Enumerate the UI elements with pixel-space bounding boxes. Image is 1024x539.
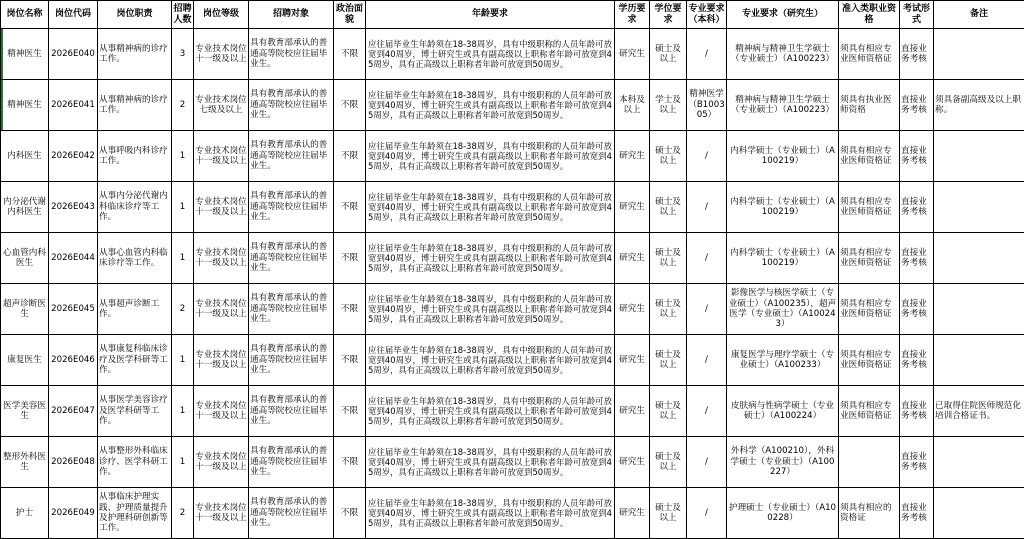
- cell-political: 不限: [334, 284, 366, 335]
- cell-level: 专业技术岗位十一级及以上: [194, 182, 249, 233]
- cell-certificate: 须具有相应专业医师资格证: [839, 182, 900, 233]
- cell-level: 专业技术岗位十一级及以上: [194, 233, 249, 284]
- table-row: [1, 80, 1024, 131]
- cell-target: 具有教育部承认的普通高等院校应往届毕业生。: [249, 386, 334, 437]
- cell-certificate: [839, 437, 900, 488]
- header-political: 政治面貌: [334, 1, 366, 29]
- cell-political: 不限: [334, 182, 366, 233]
- cell-major-graduate: 影像医学与核医学硕士（专业硕士）（A100235），超声医学（专业硕士）（A100243）: [727, 284, 839, 335]
- cell-age: 应往届毕业生年龄须在18-38周岁，具有中级职称的人员年龄可放宽到40周岁，博士研究生或具有副高级以上职称者年龄可放宽到45周岁，具有正高级以上职称者年龄可放宽到50周岁。: [366, 182, 615, 233]
- cell-position-code: 2026E048: [49, 437, 98, 488]
- table-row: [1, 335, 1024, 386]
- cell-certificate: 须具有相应专业医师资格证: [839, 335, 900, 386]
- cell-exam: 直接业务考核: [900, 29, 934, 80]
- cell-note: [934, 488, 1024, 539]
- cell-major-graduate: 精神病与精神卫生学硕士（专业硕士）（A100223）: [727, 80, 839, 131]
- cell-level: 专业技术岗位十一级及以上: [194, 386, 249, 437]
- cell-headcount: 2: [172, 284, 194, 335]
- cell-position-code: 2026E045: [49, 284, 98, 335]
- cell-major-graduate: 外科学（A100210），外科学硕士（专业硕士）（A100227）: [727, 437, 839, 488]
- cell-exam: 直接业务考核: [900, 386, 934, 437]
- cell-degree: 硕士及以上: [650, 437, 687, 488]
- cell-political: 不限: [334, 437, 366, 488]
- cell-note: [934, 335, 1024, 386]
- cell-note: 须具备副高级及以上职称。: [934, 80, 1024, 131]
- cell-major-bachelor: /: [687, 131, 727, 182]
- table-row: [1, 488, 1024, 539]
- header-count: 招聘人数: [172, 1, 194, 29]
- cell-note: [934, 29, 1024, 80]
- cell-certificate: 须具有相应专业医师资格证: [839, 233, 900, 284]
- cell-position-name: 精神医生: [1, 29, 49, 80]
- cell-degree: 硕士及以上: [650, 29, 687, 80]
- cell-level: 专业技术岗位十一级及以上: [194, 284, 249, 335]
- cell-education: 研究生: [615, 182, 650, 233]
- cell-headcount: 1: [172, 182, 194, 233]
- cell-age: 应往届毕业生年龄须在18-38周岁，具有中级职称的人员年龄可放宽到40周岁，博士研究生或具有副高级以上职称者年龄可放宽到45周岁，具有正高级以上职称者年龄可放宽到50周岁。: [366, 29, 615, 80]
- cell-position-name: 内科医生: [1, 131, 49, 182]
- cell-exam: 直接业务考核: [900, 80, 934, 131]
- cell-duty: 从事康复科临床诊疗及医学科研等工作。: [98, 335, 172, 386]
- cell-exam: 直接业务考核: [900, 233, 934, 284]
- header-name: 岗位名称: [1, 1, 49, 29]
- cell-level: 专业技术岗位十一级及以上: [194, 488, 249, 539]
- cell-note: [934, 284, 1024, 335]
- table-row: [1, 284, 1024, 335]
- cell-note: [934, 233, 1024, 284]
- cell-certificate: 须具有相应专业医师资格证: [839, 386, 900, 437]
- cell-political: 不限: [334, 80, 366, 131]
- header-row: [1, 1, 1024, 29]
- cell-exam: 直接业务考核: [900, 284, 934, 335]
- table-row: [1, 437, 1024, 488]
- cell-level: 专业技术岗位十一级及以上: [194, 335, 249, 386]
- cell-exam: 直接业务考核: [900, 131, 934, 182]
- cell-position-code: 2026E046: [49, 335, 98, 386]
- header-major-bachelor: 专业要求（本科）: [687, 1, 727, 29]
- cell-major-graduate: 内科学硕士（专业硕士）（A100219）: [727, 233, 839, 284]
- cell-duty: 从事呼吸内科诊疗工作。: [98, 131, 172, 182]
- cell-position-name: 整形外科医生: [1, 437, 49, 488]
- cell-degree: 硕士及以上: [650, 488, 687, 539]
- cell-education: 研究生: [615, 488, 650, 539]
- cell-note: [934, 131, 1024, 182]
- cell-exam: 直接业务考核: [900, 437, 934, 488]
- header-edu: 学历要求: [615, 1, 650, 29]
- cell-headcount: 1: [172, 131, 194, 182]
- cell-age: 应往届毕业生年龄须在18-38周岁，具有中级职称的人员年龄可放宽到40周岁，博士研究生或具有副高级以上职称者年龄可放宽到45周岁，具有正高级以上职称者年龄可放宽到50周岁。: [366, 335, 615, 386]
- cell-political: 不限: [334, 29, 366, 80]
- cell-certificate: 须具有相应专业医师资格证: [839, 29, 900, 80]
- cell-headcount: 1: [172, 386, 194, 437]
- cell-age: 应往届毕业生年龄须在18-38周岁，具有中级职称的人员年龄可放宽到40周岁，博士研究生或具有副高级以上职称者年龄可放宽到45周岁，具有正高级以上职称者年龄可放宽到50周岁。: [366, 386, 615, 437]
- cell-major-bachelor: 精神医学（B100305）: [687, 80, 727, 131]
- cell-major-bachelor: /: [687, 488, 727, 539]
- cell-position-name: 精神医生: [1, 80, 49, 131]
- cell-target: 具有教育部承认的普通高等院校应往届毕业生。: [249, 335, 334, 386]
- cell-headcount: 1: [172, 437, 194, 488]
- cell-education: 研究生: [615, 284, 650, 335]
- cell-major-bachelor: /: [687, 335, 727, 386]
- cell-major-bachelor: /: [687, 437, 727, 488]
- cell-major-graduate: 康复医学与理疗学硕士（专业硕士）（A100233）: [727, 335, 839, 386]
- header-target: 招聘对象: [249, 1, 334, 29]
- header-duty: 岗位职责: [98, 1, 172, 29]
- cell-major-bachelor: /: [687, 233, 727, 284]
- cell-major-graduate: 内科学硕士（专业硕士）（A100219）: [727, 131, 839, 182]
- cell-exam: 直接业务考核: [900, 182, 934, 233]
- cell-major-bachelor: /: [687, 386, 727, 437]
- cell-position-code: 2026E044: [49, 233, 98, 284]
- cell-education: 研究生: [615, 233, 650, 284]
- cell-target: 具有教育部承认的普通高等院校应往届毕业生。: [249, 182, 334, 233]
- cell-position-code: 2026E042: [49, 131, 98, 182]
- cell-age: 应往届毕业生年龄须在18-38周岁，具有中级职称的人员年龄可放宽到40周岁，博士研究生或具有副高级以上职称者年龄可放宽到45周岁，具有正高级以上职称者年龄可放宽到50周岁。: [366, 131, 615, 182]
- cell-level: 专业技术岗位十一级及以上: [194, 437, 249, 488]
- cell-position-name: 超声诊断医生: [1, 284, 49, 335]
- cell-position-code: 2026E040: [49, 29, 98, 80]
- cell-education: 本科及以上: [615, 80, 650, 131]
- header-level: 岗位等级: [194, 1, 249, 29]
- cell-duty: 从事临床护理实践、护理质量提升及护理科研创新等工作。: [98, 488, 172, 539]
- cell-position-name: 康复医生: [1, 335, 49, 386]
- cell-position-code: 2026E043: [49, 182, 98, 233]
- cell-age: 应往届毕业生年龄须在18-38周岁，具有中级职称的人员年龄可放宽到40周岁，博士研究生或具有副高级以上职称者年龄可放宽到45周岁，具有正高级以上职称者年龄可放宽到50周岁。: [366, 233, 615, 284]
- cell-level: 专业技术岗位七级及以上: [194, 80, 249, 131]
- header-age: 年龄要求: [366, 1, 615, 29]
- cell-degree: 硕士及以上: [650, 335, 687, 386]
- cell-headcount: 2: [172, 80, 194, 131]
- cell-major-graduate: 内科学硕士（专业硕士）（A100219）: [727, 182, 839, 233]
- cell-duty: 从事整形外科临床诊疗、医学科研工作。: [98, 437, 172, 488]
- cell-target: 具有教育部承认的普通高等院校应往届毕业生。: [249, 29, 334, 80]
- cell-political: 不限: [334, 233, 366, 284]
- cell-exam: 直接业务考核: [900, 335, 934, 386]
- cell-level: 专业技术岗位十一级及以上: [194, 29, 249, 80]
- table-row: [1, 233, 1024, 284]
- cell-major-graduate: 护理硕士（专业硕士）（A100228）: [727, 488, 839, 539]
- cell-education: 研究生: [615, 29, 650, 80]
- cell-target: 具有教育部承认的普通高等院校应往届毕业生。: [249, 233, 334, 284]
- cell-target: 具有教育部承认的普通高等院校应往届毕业生。: [249, 437, 334, 488]
- cell-education: 研究生: [615, 335, 650, 386]
- cell-major-bachelor: /: [687, 29, 727, 80]
- cell-degree: 硕士及以上: [650, 386, 687, 437]
- cell-political: 不限: [334, 488, 366, 539]
- cell-headcount: 1: [172, 233, 194, 284]
- cell-political: 不限: [334, 335, 366, 386]
- cell-degree: 硕士及以上: [650, 233, 687, 284]
- cell-headcount: 1: [172, 335, 194, 386]
- header-major-grad: 专业要求（研究生）: [727, 1, 839, 29]
- cell-degree: 硕士及以上: [650, 284, 687, 335]
- cell-certificate: 须具有执业医师资格: [839, 80, 900, 131]
- header-degree: 学位要求: [650, 1, 687, 29]
- cell-degree: 学士及以上: [650, 80, 687, 131]
- cell-education: 研究生: [615, 386, 650, 437]
- cell-target: 具有教育部承认的普通高等院校应往届毕业生。: [249, 488, 334, 539]
- cell-political: 不限: [334, 131, 366, 182]
- cell-duty: 从事医学美容诊疗及医学科研等工作。: [98, 386, 172, 437]
- cell-position-code: 2026E047: [49, 386, 98, 437]
- cell-position-name: 心血管内科医生: [1, 233, 49, 284]
- cell-age: 应往届毕业生年龄须在18-38周岁，具有中级职称的人员年龄可放宽到40周岁，博士研究生或具有副高级以上职称者年龄可放宽到45周岁，具有正高级以上职称者年龄可放宽到50周岁。: [366, 488, 615, 539]
- cell-age: 应往届毕业生年龄须在18-38周岁，具有中级职称的人员年龄可放宽到40周岁，博士研究生或具有副高级以上职称者年龄可放宽到45周岁，具有正高级以上职称者年龄可放宽到50周岁。: [366, 80, 615, 131]
- header-exam: 考试形式: [900, 1, 934, 29]
- cell-position-code: 2026E041: [49, 80, 98, 131]
- cell-major-graduate: 精神病与精神卫生学硕士（专业硕士）（A100223）: [727, 29, 839, 80]
- cell-note: [934, 437, 1024, 488]
- cell-position-name: 内分泌代谢内科医生: [1, 182, 49, 233]
- cell-headcount: 2: [172, 488, 194, 539]
- cell-target: 具有教育部承认的普通高等院校应往届毕业生。: [249, 284, 334, 335]
- cell-certificate: 须具有相应专业医师资格证: [839, 131, 900, 182]
- cell-target: 具有教育部承认的普通高等院校应往届毕业生。: [249, 80, 334, 131]
- cell-degree: 硕士及以上: [650, 131, 687, 182]
- cell-education: 研究生: [615, 131, 650, 182]
- cell-political: 不限: [334, 386, 366, 437]
- cell-target: 具有教育部承认的普通高等院校应往届毕业生。: [249, 131, 334, 182]
- cell-position-name: 护士: [1, 488, 49, 539]
- cell-major-bachelor: /: [687, 284, 727, 335]
- cell-certificate: 须具有相应专业医师资格证: [839, 284, 900, 335]
- cell-position-code: 2026E049: [49, 488, 98, 539]
- cell-duty: 从事超声诊断工作。: [98, 284, 172, 335]
- cell-age: 应往届毕业生年龄须在18-38周岁，具有中级职称的人员年龄可放宽到40周岁，博士研究生或具有副高级以上职称者年龄可放宽到45周岁，具有正高级以上职称者年龄可放宽到50周岁。: [366, 437, 615, 488]
- cell-major-bachelor: /: [687, 182, 727, 233]
- table-row: [1, 182, 1024, 233]
- cell-note: [934, 182, 1024, 233]
- header-note: 备注: [934, 1, 1024, 29]
- table-row: [1, 386, 1024, 437]
- cell-headcount: 3: [172, 29, 194, 80]
- cell-duty: 从事精神病的诊疗工作。: [98, 29, 172, 80]
- cell-duty: 从事内分泌代谢内科临床诊疗等工作。: [98, 182, 172, 233]
- header-code: 岗位代码: [49, 1, 98, 29]
- cell-degree: 硕士及以上: [650, 182, 687, 233]
- cell-position-name: 医学美容医生: [1, 386, 49, 437]
- cell-level: 专业技术岗位十一级及以上: [194, 131, 249, 182]
- cell-duty: 从事精神病的诊疗工作。: [98, 80, 172, 131]
- cell-age: 应往届毕业生年龄须在18-38周岁，具有中级职称的人员年龄可放宽到40周岁，博士研究生或具有副高级以上职称者年龄可放宽到45周岁，具有正高级以上职称者年龄可放宽到50周岁。: [366, 284, 615, 335]
- cell-duty: 从事心血管内科临床诊疗等工作。: [98, 233, 172, 284]
- table-row: [1, 29, 1024, 80]
- cell-note: 已取得住院医师规范化培训合格证书。: [934, 386, 1024, 437]
- cell-education: 研究生: [615, 437, 650, 488]
- cell-certificate: 须具有相应的资格证: [839, 488, 900, 539]
- cell-exam: 直接业务考核: [900, 488, 934, 539]
- header-cert: 准入类职业资格: [839, 1, 900, 29]
- cell-major-graduate: 皮肤病与性病学硕士（专业硕士）（A100224）: [727, 386, 839, 437]
- table-row: [1, 131, 1024, 182]
